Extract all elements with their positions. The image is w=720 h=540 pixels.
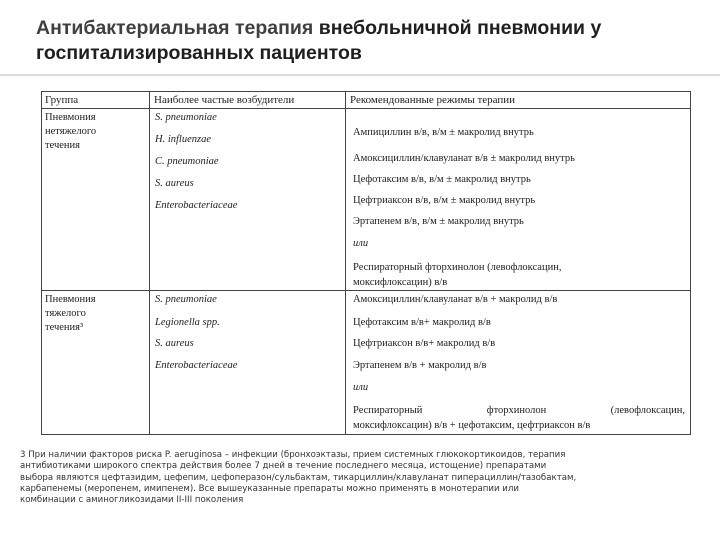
group2-regimen: Цефотаксим в/в+ макролид в/в	[353, 317, 491, 328]
title-divider	[0, 74, 720, 76]
group2-regimen: моксифлоксацин) в/в + цефотаксим, цефтриаксон в/в	[353, 420, 591, 431]
group2-regimen: Эртапенем в/в + макролид в/в	[353, 360, 487, 371]
group2-name-line3: течения³	[45, 322, 84, 333]
group2-regimen-or: или	[353, 382, 369, 393]
group1-name-line3: течения	[45, 140, 80, 151]
group1-regimen-or: или	[353, 238, 369, 249]
table-col-divider-2	[345, 91, 346, 435]
footnote-line: карбапенемы (меропенем, имипенем). Все вышеуказанные препараты можно применять в монотерапии или	[20, 483, 519, 494]
group1-name-line2: нетяжелого	[45, 126, 97, 137]
group2-regimen: Амоксициллин/клавуланат в/в + макролид в/в	[353, 294, 558, 305]
footnote-line: антибиотиками широкого спектра действия более 7 дней в течение последнего месяца, истощение) препаратами	[20, 461, 547, 472]
slide-title	[36, 16, 686, 66]
table-header-rule	[41, 108, 691, 109]
table-col-divider-1	[149, 91, 150, 435]
group1-name-line1: Пневмония	[45, 112, 96, 123]
group1-regimen: Цефтриаксон в/в, в/м ± макролид внутрь	[353, 195, 536, 206]
group2-name-line2: тяжелого	[45, 308, 86, 319]
group2-pathogen: S. pneumoniae	[155, 294, 217, 305]
group1-regimen: Респираторный фторхинолон (левофлоксацин,	[353, 262, 562, 273]
group2-pathogen: Enterobacteriaceae	[155, 360, 238, 371]
group2-pathogen: S. aureus	[155, 338, 194, 349]
header-regimens: Рекомендованные режимы терапии	[350, 94, 516, 106]
group2-regimen: Цефтриаксон в/в+ макролид в/в	[353, 338, 496, 349]
group1-regimen: Цефотаксим в/в, в/м ± макролид внутрь	[353, 174, 531, 185]
group1-pathogen: S. pneumoniae	[155, 112, 217, 123]
group1-pathogen: C. pneumoniae	[155, 156, 219, 167]
header-group: Группа	[45, 94, 79, 106]
group1-regimen: Амоксициллин/клавуланат в/в ± макролид внутрь	[353, 153, 575, 164]
header-pathogens: Наиболее частые возбудители	[154, 94, 295, 106]
group2-name-line1: Пневмония	[45, 294, 96, 305]
group1-pathogen: S. aureus	[155, 178, 194, 189]
group2-pathogen: Legionella spp.	[155, 317, 220, 328]
table-border-bottom	[41, 434, 691, 435]
group1-regimen: Эртапенем в/в, в/м ± макролид внутрь	[353, 216, 524, 227]
table-border-right	[690, 91, 691, 435]
group2-regimen: Респираторный фторхинолон (левофлоксацин,	[353, 405, 685, 416]
group1-pathogen: H. influenzae	[155, 134, 211, 145]
title-part1: Антибактериальная терапия	[36, 17, 319, 39]
footnote	[20, 450, 696, 506]
footnote-line: 3 При наличии факторов риска P. aeruginosa – инфекции (бронхоэктазы, прием системных глюкокортикоидов, терапия	[20, 450, 566, 460]
title-line2: госпитализированных пациентов	[36, 42, 362, 64]
footnote-line: комбинации с аминогликозидами II-III поколения	[20, 495, 244, 506]
footnote-line: выбора являются цефтазидим, цефепим, цефоперазон/сульбактам, тикарциллин/клавуланат пиперациллин/тазобактам,	[20, 472, 577, 483]
group1-regimen: Ампициллин в/в, в/м ± макролид внутрь	[353, 127, 534, 138]
group1-pathogen: Enterobacteriaceae	[155, 200, 238, 211]
table-border-top	[41, 91, 691, 92]
table-border-left	[41, 91, 42, 435]
title-part2: внебольничной пневмонии у	[318, 17, 602, 39]
group1-regimen: моксифлоксацин) в/в	[353, 277, 448, 288]
therapy-table	[41, 91, 691, 435]
table-group-rule	[41, 290, 691, 291]
